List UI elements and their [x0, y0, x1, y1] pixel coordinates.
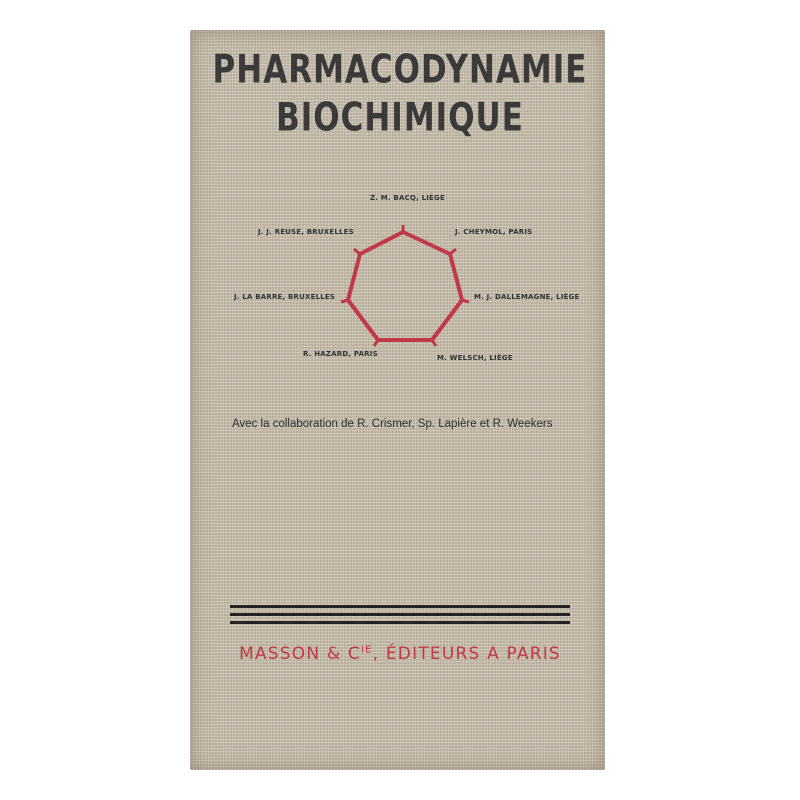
author-top-left: J. J. REUSE, BRUXELLES	[258, 228, 354, 236]
heptagon-emblem	[340, 222, 470, 352]
author-top-right: J. CHEYMOL, PARIS	[455, 228, 533, 236]
author-bottom-right: M. WELSCH, LIÈGE	[437, 354, 513, 362]
title-line-1: PHARMACODYNAMIE	[212, 47, 588, 93]
publisher-name: MASSON & C	[239, 644, 361, 664]
heptagon-ring	[348, 232, 462, 340]
divider-rule	[230, 605, 570, 608]
publisher-location: , ÉDITEURS A PARIS	[372, 644, 561, 664]
publisher-imprint	[0, 644, 800, 664]
heptagon-ticks	[341, 225, 469, 346]
author-top: Z. M. BACQ, LIÈGE	[370, 194, 445, 202]
divider-rule	[230, 613, 570, 616]
author-left: J. LA BARRE, BRUXELLES	[234, 293, 336, 301]
title-line-2: BIOCHIMIQUE	[276, 95, 524, 141]
publisher-superscript: IE	[360, 644, 373, 656]
collaboration-line: Avec la collaboration de R. Crismer, Sp. Lapière et R. Weekers	[232, 418, 553, 430]
divider-rule	[230, 621, 570, 624]
author-right: M. J. DALLEMAGNE, LIÈGE	[474, 293, 580, 301]
author-bottom-left: R. HAZARD, PARIS	[303, 350, 378, 358]
